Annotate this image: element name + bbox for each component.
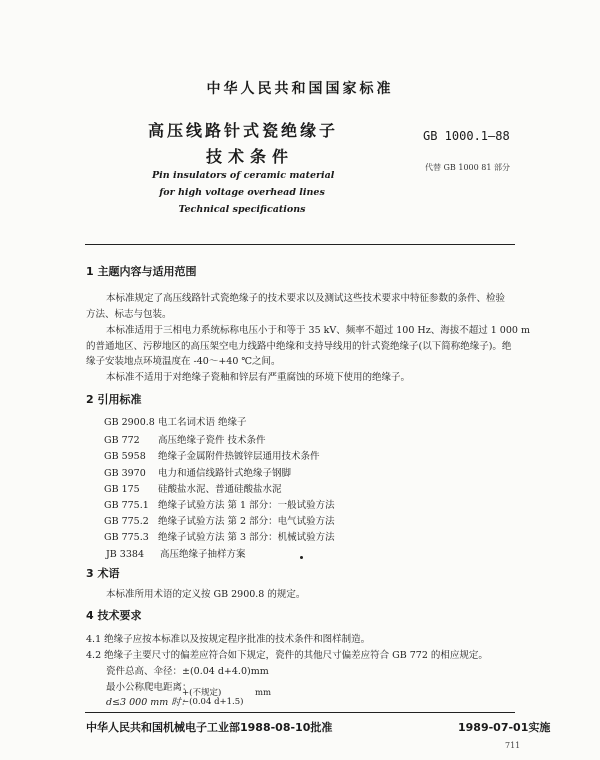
section-2-title: 2 引用标准 (86, 393, 142, 406)
ref-item: GB 775.1 绝缘子试验方法 第 1 部分：一般试验方法 (104, 500, 335, 511)
standard-number: GB 1000.1—88 (423, 129, 510, 143)
ref-item: JB 3384 高压绝缘子抽样方案 (106, 549, 246, 560)
ref-item: GB 3970 电力和通信线路针式绝缘子钢脚 (104, 468, 292, 479)
s1-p2-line3: 缘子安装地点环境温度在 -40～+40 ℃之间。 (86, 356, 281, 367)
ref-item: GB 775.3 绝缘子试验方法 第 3 部分：机械试验方法 (104, 532, 335, 543)
tolerance-unit: mm (255, 688, 272, 698)
title-en-line1: Pin insulators of ceramic material (152, 170, 335, 181)
ref-item: GB 772 高压绝缘子瓷件 技术条件 (104, 435, 266, 446)
tolerance-expression (182, 689, 243, 707)
s1-p1-line1: 本标准规定了高压线路针式瓷绝缘子的技术要求以及测试这些技术要求中特征参数的条件、检验 (106, 293, 506, 304)
implementation-date: 1989-07-01实施 (458, 721, 551, 734)
section-4-title: 4 技术要求 (86, 609, 142, 622)
s3-p1: 本标准所用术语的定义按 GB 2900.8 的规定。 (106, 589, 306, 600)
national-standard-header: 中华人民共和国国家标准 (206, 81, 394, 97)
page-number: 711 (505, 741, 521, 750)
footer-divider (85, 712, 515, 713)
clause-4-2-a: 瓷件总高、伞径：±(0.04 d+4.0)mm (106, 666, 269, 677)
tolerance-upper: +(不规定) (182, 688, 222, 698)
replaces-note: 代替 GB 1000 81 部分 (425, 163, 510, 172)
title-en-line3: Technical specifications (178, 204, 306, 215)
s1-p1-line2: 方法、标志与包装。 (86, 309, 172, 320)
clause-4-2: 4.2 绝缘子主要尺寸的偏差应符合如下规定，瓷件的其他尺寸偏差应符合 GB 772 的相应规定。 (86, 650, 488, 661)
approval-line: 中华人民共和国机械电子工业部1988-08-10批准 (86, 721, 333, 734)
tolerance-lower: −(0.04 d+1.5) (182, 697, 244, 707)
ref-item: GB 175 硅酸盐水泥、普通硅酸盐水泥 (104, 484, 282, 495)
clause-4-1: 4.1 绝缘子应按本标准以及按规定程序批准的技术条件和图样制造。 (86, 634, 371, 645)
s1-p2-line2: 的普通地区、污秽地区的高压架空电力线路中绝缘和支持导线用的针式瓷绝缘子(以下简称绝缘子)。绝 (86, 341, 512, 352)
title-cn-line2: 技术条件 (206, 147, 295, 166)
ref-item: GB 775.2 绝缘子试验方法 第 2 部分：电气试验方法 (104, 516, 335, 527)
ref-item: GB 2900.8 电工名词术语 绝缘子 (104, 417, 247, 428)
section-1-title: 1 主题内容与适用范围 (86, 265, 197, 278)
title-cn-line1: 高压线路针式瓷绝缘子 (148, 121, 339, 140)
clause-4-2-c: d≤3 000 mm 时： (106, 697, 191, 708)
title-en-line2: for high voltage overhead lines (159, 187, 325, 198)
clause-4-2-b: 最小公称爬电距离： (106, 682, 192, 693)
section-3-title: 3 术语 (86, 567, 120, 580)
s1-p3: 本标准不适用于对绝缘子瓷釉和锌层有严重腐蚀的环境下使用的绝缘子。 (106, 372, 411, 383)
s1-p2-line1: 本标准适用于三相电力系统标称电压小于和等于 35 kV、频率不超过 100 Hz、海拔不超过 1 000 m (106, 325, 530, 336)
header-divider (85, 244, 515, 245)
scan-speck (300, 556, 303, 559)
ref-item: GB 5958 绝缘子金属附件热镀锌层通用技术条件 (104, 451, 320, 462)
